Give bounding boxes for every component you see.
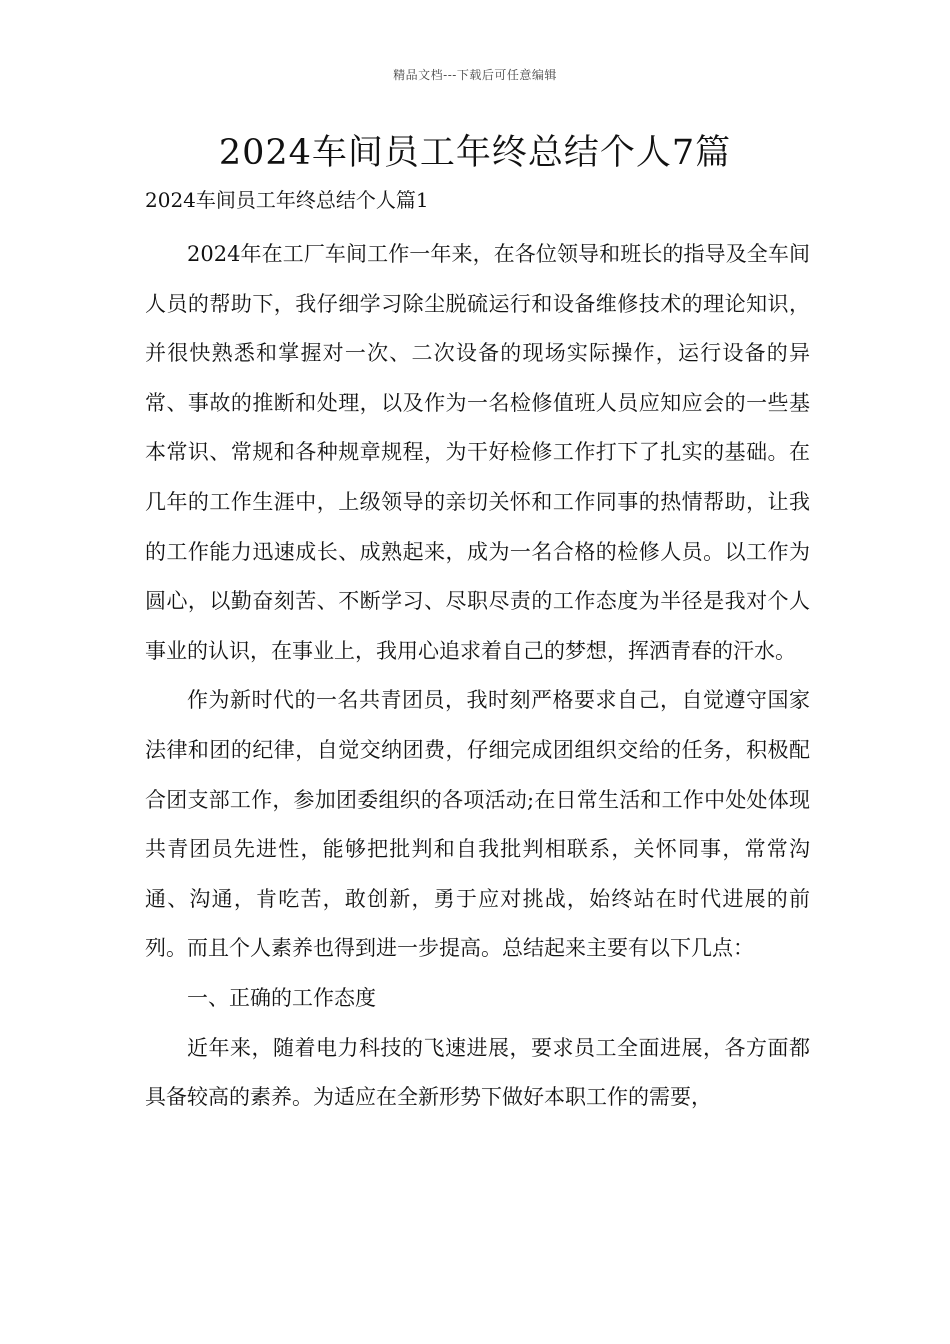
document-body	[145, 230, 810, 1123]
header-note: 精品文档---下载后可任意编辑	[393, 68, 557, 82]
paragraph-3: 近年来，随着电力科技的飞速进展，要求员工全面进展，各方面都具备较高的素养。为适应在全新形势下做好本职工作的需要，	[145, 1035, 810, 1110]
document-title: 2024车间员工年终总结个人7篇	[218, 133, 732, 173]
paragraph-1: 2024年在工厂车间工作一年来，在各位领导和班长的指导及全车间人员的帮助下，我仔细学习除尘脱硫运行和设备维修技术的理论知识，并很快熟悉和掌握对一次、二次设备的现场实际操作，运行设备的异常、事故的推断和处理，以及作为一名检修值班人员应知应会的一些基本常识、常规和各种规章规程，为干好检修工作打下了扎实的基础。在几年的工作生涯中，上级领导的亲切关怀和工作同事的热情帮助，让我的工作能力迅速成长、成熟起来，成为一名合格的检修人员。以工作为圆心，以勤奋刻苦、不断学习、尽职尽责的工作态度为半径是我对个人事业的认识，在事业上，我用心追求着自己的梦想，挥洒青春的汗水。	[145, 242, 810, 663]
paragraph-2: 作为新时代的一名共青团员，我时刻严格要求自己，自觉遵守国家法律和团的纪律，自觉交纳团费，仔细完成团组织交给的任务，积极配合团支部工作，参加团委组织的各项活动;在日常生活和工作中处处体现共青团员先进性，能够把批判和自我批判相联系，关怀同事，常常沟通、沟通，肯吃苦，敢创新，勇于应对挑战，始终站在时代进展的前列。而且个人素养也得到进一步提高。总结起来主要有以下几点：	[145, 688, 810, 961]
subheading: 一、正确的工作态度	[187, 985, 376, 1010]
section-title: 2024车间员工年终总结个人篇1	[145, 188, 429, 212]
